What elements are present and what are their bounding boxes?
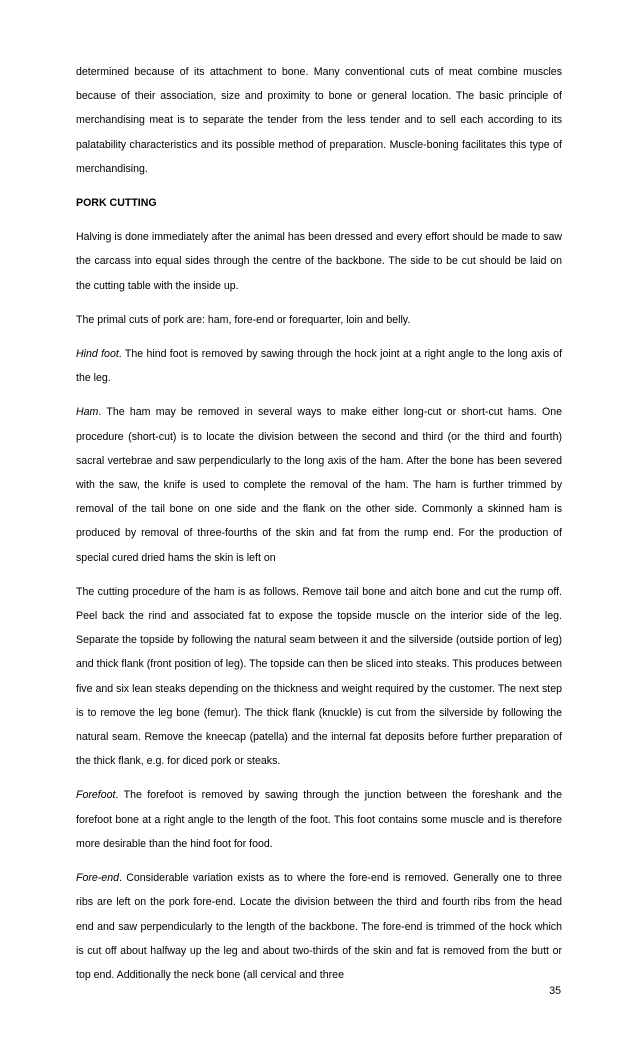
paragraph-fore-end: [76, 866, 562, 987]
term-forefoot: Forefoot: [76, 789, 116, 802]
page-body: [76, 60, 562, 997]
paragraph-ham: [76, 400, 562, 569]
heading-pork-cutting: PORK CUTTING: [76, 197, 157, 210]
term-ham: Ham: [76, 406, 99, 419]
text-ham: . The ham may be removed in several ways to make either long-cut or short-cut hams. One procedure (short-cut) is to locate the division between the second and third (or the third and fourth) sacral vertebrae and saw perpendicularly to the long axis of the ham. After the bone has been severed with the saw, the knife is used to complete the removal of the ham. The ham is further trimmed by removal of the tail bone on one side and the flank on the other side. Commonly a skinned ham is produced by removal of three-fourths of the skin and fat from the rump end. For the production of special cured dried hams the skin is left on: [76, 406, 562, 564]
text-forefoot: . The forefoot is removed by sawing through the junction between the foreshank and the forefoot bone at a right angle to the length of the foot. This foot contains some muscle and is therefore more desirable than the hind foot for food.: [76, 789, 562, 850]
term-fore-end: Fore-end: [76, 872, 119, 885]
paragraph-forefoot: [76, 783, 562, 856]
paragraph-halving: Halving is done immediately after the animal has been dressed and every effort should be made to saw the carcass into equal sides through the centre of the backbone. The side to be cut should be laid on the cutting table with the inside up.: [76, 231, 562, 292]
text-hind-foot: . The hind foot is removed by sawing through the hock joint at a right angle to the long axis of the leg.: [76, 348, 563, 385]
paragraph-hind-foot: [76, 342, 562, 390]
paragraph-primal-cuts: The primal cuts of pork are: ham, fore-end or forequarter, loin and belly.: [76, 313, 411, 326]
term-hind-foot: Hind foot: [76, 348, 119, 361]
paragraph-merchandising: determined because of its attachment to bone. Many conventional cuts of meat combine muscles because of their association, size and proximity to bone or general location. The basic principle of merchandising meat is to separate the tender from the less tender and to sell each according to its palatability characteristics and its possible method of preparation. Muscle-boning facilitates this type of merchandising.: [76, 66, 562, 175]
text-fore-end: . Considerable variation exists as to where the fore-end is removed. Generally one to three ribs are left on the pork fore-end. Locate the division between the third and fourth ribs from the head end and saw perpendicularly to the length of the backbone. The fore-end is trimmed of the hock which is cut off about halfway up the leg and about two-thirds of the skin and fat is removed from the butt or top end. Additionally the neck bone (all cervical and three: [76, 872, 562, 981]
page-number: 35: [549, 985, 561, 997]
paragraph-ham-cutting-procedure: The cutting procedure of the ham is as follows. Remove tail bone and aitch bone and cut the rump off. Peel back the rind and associated fat to expose the topside muscle on the interior side of the leg. Separate the topside by following the natural seam between it and the silverside (outside portion of leg) and thick flank (front position of leg). The topside can then be sliced into steaks. This produces between five and six lean steaks depending on the thickness and weight required by the customer. The next step is to remove the leg bone (femur). The thick flank (knuckle) is cut from the silverside by following the natural seam. Remove the kneecap (patella) and the internal fat deposits before further preparation of the thick flank, e.g. for diced pork or steaks.: [76, 585, 562, 768]
